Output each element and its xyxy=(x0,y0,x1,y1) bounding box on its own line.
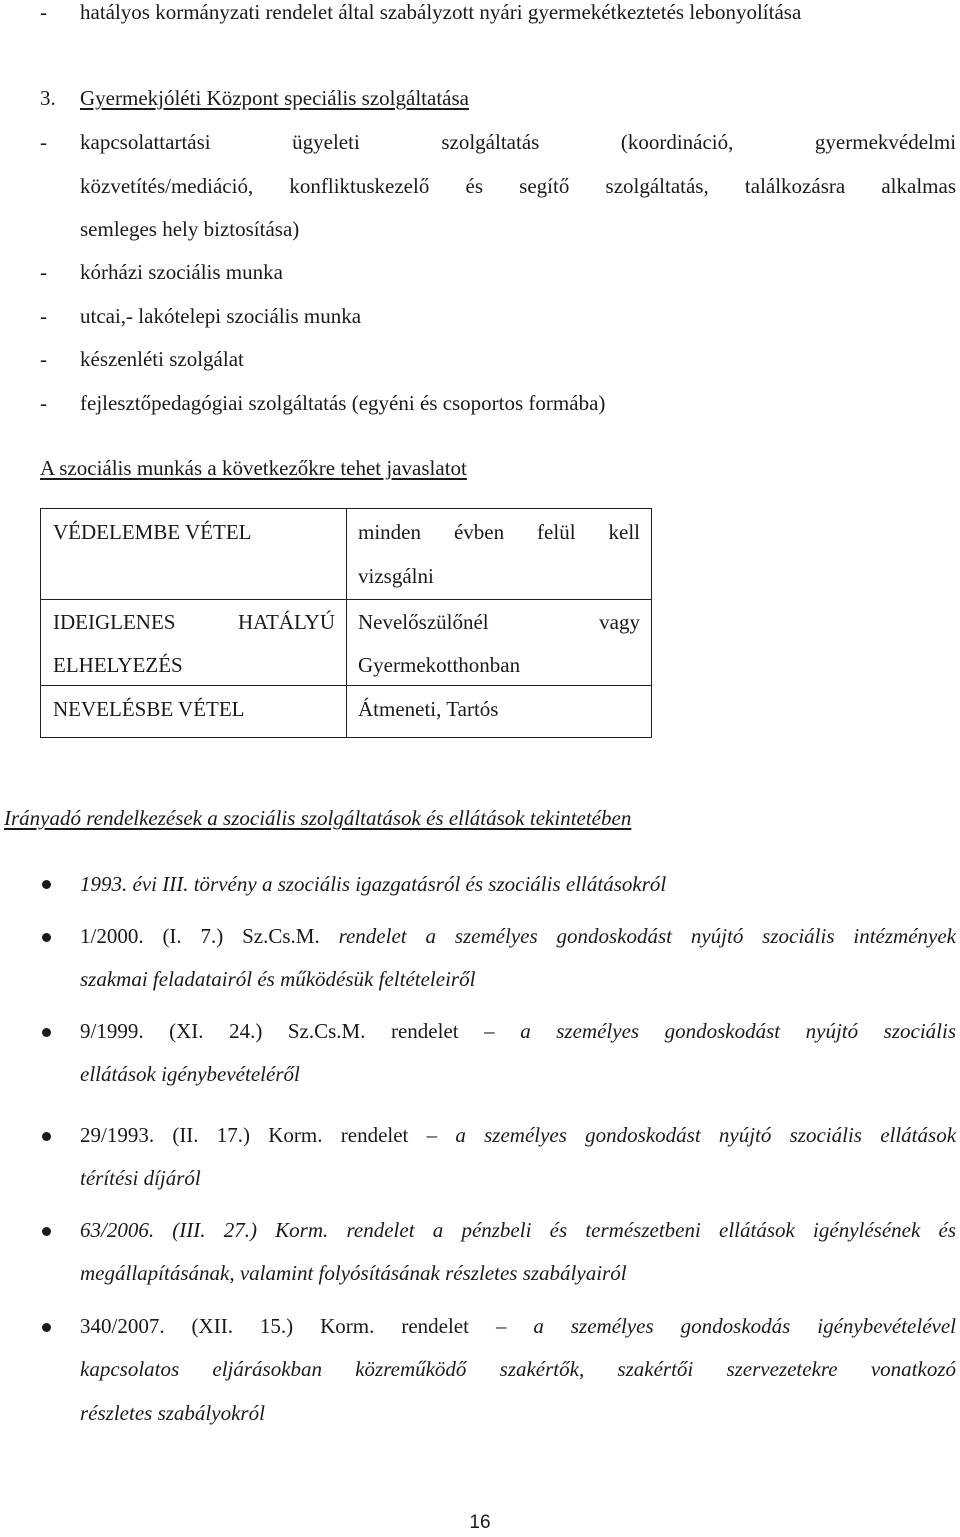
section-number: 3. xyxy=(40,86,56,110)
service-item-line2: közvetítés/mediáció, konfliktuskezelő és segítő szolgáltatás, találkozásra alkalmas xyxy=(80,174,956,198)
bullet-icon xyxy=(42,1323,51,1332)
regulation-item-line3: részletes szabályokról xyxy=(80,1401,265,1425)
bullet-icon xyxy=(42,933,51,942)
regulation-item-line2: szakmai feladatairól és működésük feltételeiről xyxy=(80,967,476,991)
service-item: utcai,- lakótelepi szociális munka xyxy=(80,304,362,328)
service-item: kórházi szociális munka xyxy=(80,260,283,284)
list-dash: - xyxy=(40,260,47,284)
bullet-icon xyxy=(42,1028,51,1037)
regulation-item-line2: megállapításának, valamint folyósításának részletes szabályairól xyxy=(80,1261,627,1285)
list-dash: - xyxy=(40,130,47,154)
regulation-item-line1: 1/2000. (I. 7.) Sz.Cs.M. rendelet a személyes gondoskodást nyújtó szociális intézmények xyxy=(80,924,956,948)
regulation-item: 1993. évi III. törvény a szociális igazgatásról és szociális ellátásokról xyxy=(80,872,667,896)
table-cell-detail: Nevelőszülőnél vagy xyxy=(358,610,640,634)
regulation-item-line2: térítési díjáról xyxy=(80,1166,201,1190)
list-dash: - xyxy=(40,347,47,371)
regulation-item-line2: ellátások igénybevételéről xyxy=(80,1062,300,1086)
regulations-heading: Irányadó rendelkezések a szociális szolgáltatások és ellátások tekintetében xyxy=(4,806,632,830)
table-cell-measure: ELHELYEZÉS xyxy=(53,653,183,677)
table-cell-measure: NEVELÉSBE VÉTEL xyxy=(53,697,245,721)
regulation-item-line1: 9/1999. (XI. 24.) Sz.Cs.M. rendelet – a személyes gondoskodást nyújtó szociális xyxy=(80,1019,957,1043)
table-cell-measure: VÉDELEMBE VÉTEL xyxy=(53,520,252,544)
list-dash: - xyxy=(40,304,47,328)
regulation-item-line1: 29/1993. (II. 17.) Korm. rendelet – a személyes gondoskodást nyújtó szociális ellátások xyxy=(80,1123,957,1147)
regulation-item-line2: kapcsolatos eljárásokban közreműködő szakértők, szakértői szervezetekre vonatkozó xyxy=(80,1357,956,1381)
list-dash: - xyxy=(40,0,47,24)
service-item: készenléti szolgálat xyxy=(80,347,244,371)
bullet-icon xyxy=(42,1132,51,1141)
table-cell-detail: minden évben felül kell xyxy=(358,520,640,544)
table-cell-measure: IDEIGLENES HATÁLYÚ xyxy=(53,610,335,634)
bullet-icon xyxy=(42,1227,51,1236)
bullet-icon xyxy=(42,880,51,889)
table-cell-detail: vizsgálni xyxy=(358,564,434,588)
table-cell-detail: Átmeneti, Tartós xyxy=(358,697,499,721)
top-list-item: hatályos kormányzati rendelet által szabályzott nyári gyermekétkeztetés lebonyolítása xyxy=(80,0,802,24)
list-dash: - xyxy=(40,391,47,415)
table-cell-detail: Gyermekotthonban xyxy=(358,653,521,677)
proposal-heading: A szociális munkás a következőkre tehet javaslatot xyxy=(40,456,467,480)
regulation-item-line1: 63/2006. (III. 27.) Korm. rendelet a pénzbeli és természetbeni ellátások igénylésének és xyxy=(80,1218,957,1242)
section-title: Gyermekjóléti Központ speciális szolgáltatása xyxy=(80,86,469,110)
service-item-line3: semleges hely biztosítása) xyxy=(80,217,300,241)
regulation-item-line1: 340/2007. (XII. 15.) Korm. rendelet – a személyes gondoskodás igénybevételével xyxy=(80,1314,956,1338)
service-item: fejlesztőpedagógiai szolgáltatás (egyéni és csoportos formába) xyxy=(80,391,606,415)
page-number: 16 xyxy=(469,1512,491,1533)
service-item-line1: kapcsolattartási ügyeleti szolgáltatás (koordináció, gyermekvédelmi xyxy=(80,130,957,154)
